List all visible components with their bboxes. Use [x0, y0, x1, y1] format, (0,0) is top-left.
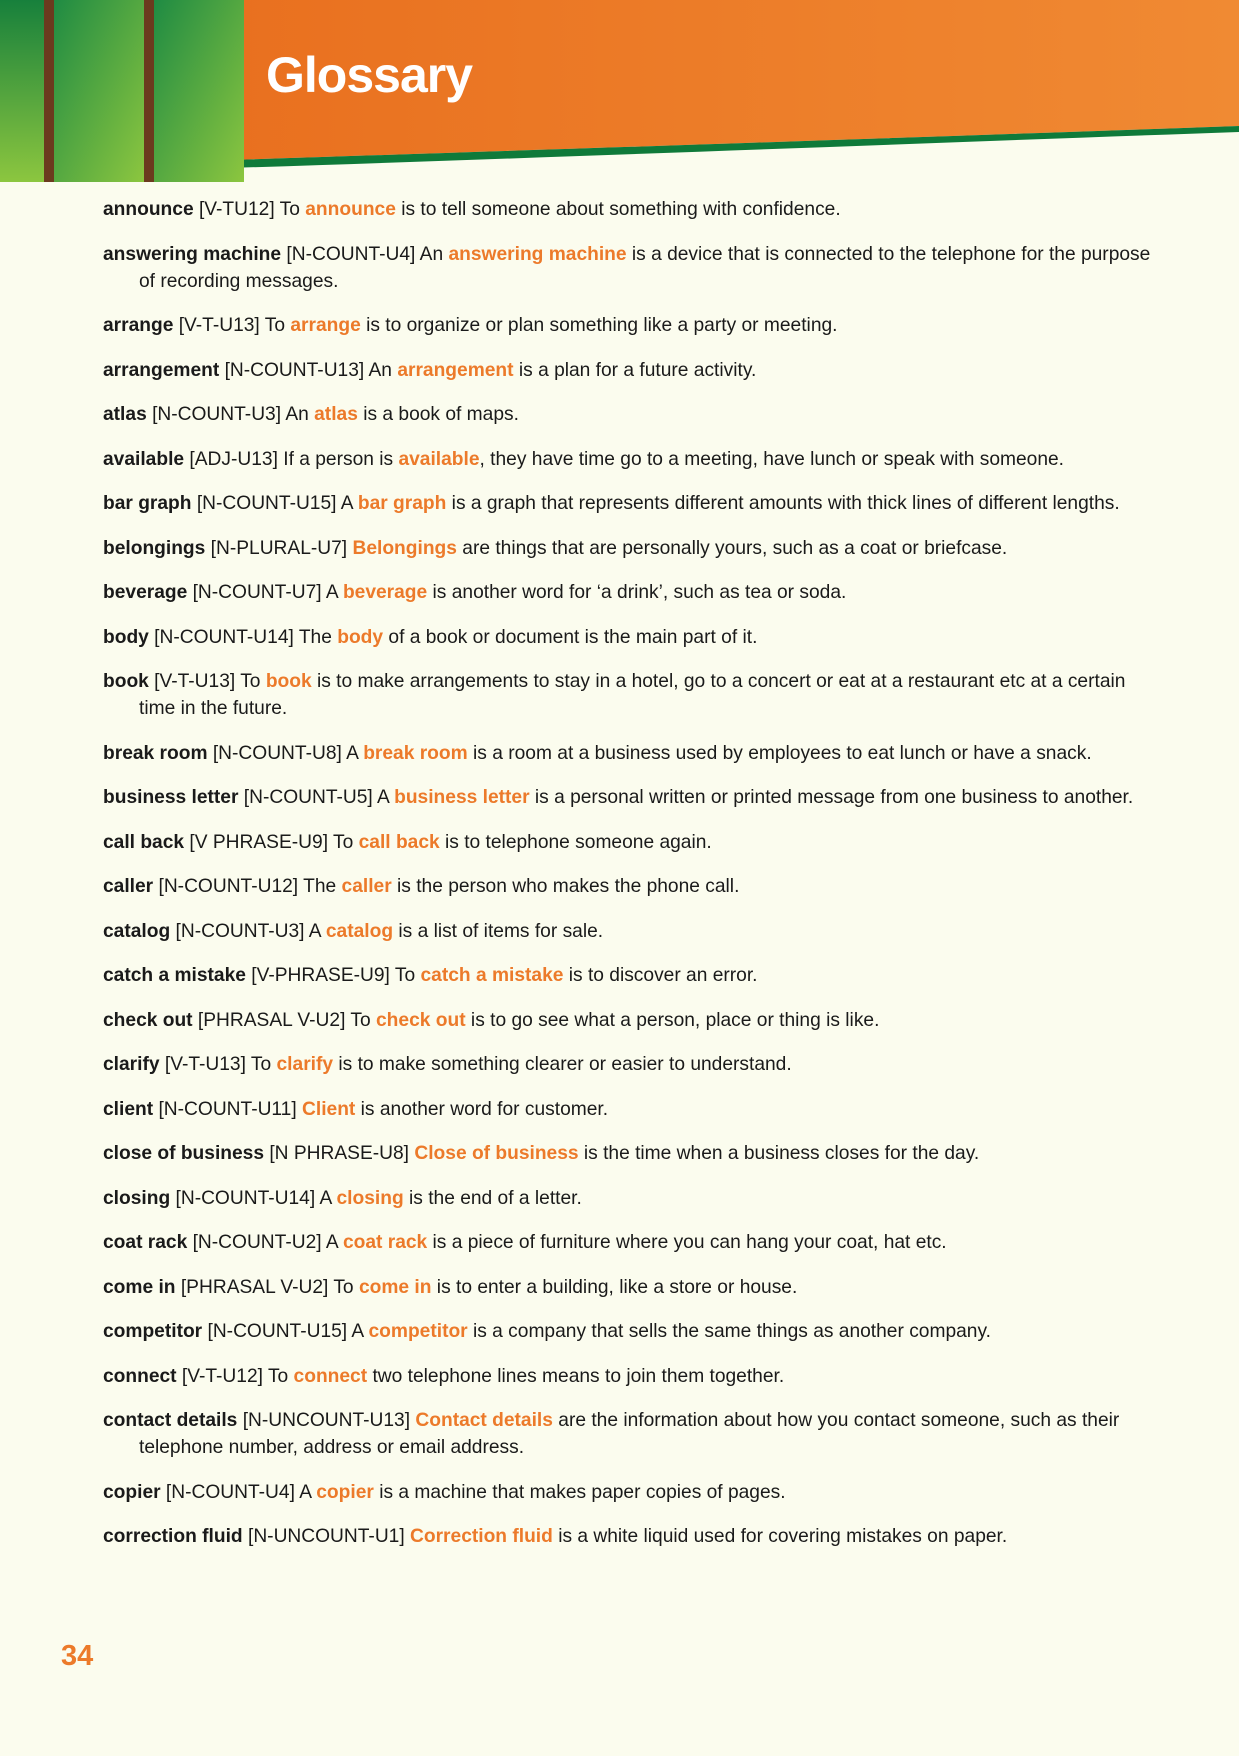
glossary-entry	[103, 1274, 1153, 1301]
entry-term: arrange	[103, 315, 174, 336]
glossary-entry	[103, 312, 1153, 339]
entry-part-of-speech: [N-COUNT-U5]	[238, 787, 378, 808]
glossary-entry	[103, 668, 1153, 722]
entry-highlight: check out	[376, 1009, 466, 1031]
entry-definition-lead: To	[279, 199, 306, 220]
entry-part-of-speech: [N-UNCOUNT-U1]	[242, 1526, 411, 1547]
entry-definition: are things that are personally yours, such as a coat or briefcase.	[456, 537, 1008, 559]
entry-highlight: clarify	[276, 1054, 334, 1075]
entry-part-of-speech: [V-TU12]	[193, 199, 280, 220]
entry-highlight: Client	[302, 1098, 356, 1120]
glossary-entry	[103, 873, 1153, 900]
entry-term: clarify	[103, 1054, 160, 1075]
entry-term: call back	[103, 831, 185, 853]
glossary-entry	[103, 1479, 1153, 1506]
entry-definition: is a personal written or printed message from one business to another.	[529, 787, 1134, 808]
glossary-entry	[103, 624, 1153, 651]
entry-definition: is a company that sells the same things as another company.	[467, 1321, 991, 1342]
glossary-entry	[103, 1318, 1153, 1345]
entry-highlight: competitor	[368, 1321, 468, 1342]
entry-term: copier	[103, 1481, 161, 1503]
entry-definition-lead: An	[285, 404, 315, 425]
entry-definition: is another word for ‘a drink’, such as tea or soda.	[427, 582, 847, 603]
entry-definition: is another word for customer.	[355, 1098, 609, 1120]
entry-definition-lead: A	[325, 1232, 343, 1253]
entry-definition: is to organize or plan something like a party or meeting.	[360, 315, 838, 336]
entry-definition: is to make arrangements to stay in a hotel, go to a concert or eat at a restaurant etc at a certain time in the future.	[139, 671, 1126, 719]
entry-term: coat rack	[103, 1232, 188, 1253]
entry-highlight: arrange	[290, 315, 361, 336]
entry-part-of-speech: [ADJ-U13]	[184, 448, 284, 470]
entry-definition-lead: A	[377, 787, 395, 808]
entry-definition-lead: A	[340, 493, 358, 514]
entry-highlight: body	[337, 626, 384, 648]
glossary-entry	[103, 401, 1153, 428]
entry-highlight: available	[398, 448, 480, 470]
glossary-entry	[103, 1096, 1153, 1123]
entry-part-of-speech: [V-T-U13]	[148, 671, 241, 692]
entry-highlight: atlas	[314, 404, 358, 425]
glossary-entry	[103, 1140, 1153, 1167]
entry-definition-lead: To	[240, 671, 266, 692]
entry-part-of-speech: [N-COUNT-U12]	[153, 876, 304, 897]
glossary-entry	[103, 1407, 1153, 1461]
glossary-entry	[103, 1523, 1153, 1550]
entry-part-of-speech: [N-COUNT-U4]	[160, 1481, 300, 1503]
entry-definition-lead: To	[250, 1054, 277, 1075]
entry-term: beverage	[103, 582, 188, 603]
glossary-entry	[103, 535, 1153, 562]
entry-definition: is to telephone someone again.	[439, 831, 712, 853]
entry-part-of-speech: [N-COUNT-U3]	[146, 404, 286, 425]
glossary-entry	[103, 1051, 1153, 1078]
entry-term: body	[103, 626, 149, 648]
entry-definition-lead: A	[299, 1481, 317, 1503]
glossary-entry	[103, 1007, 1153, 1034]
entry-term: catch a mistake	[103, 965, 246, 986]
entry-part-of-speech: [N-UNCOUNT-U13]	[237, 1410, 416, 1431]
entry-highlight: business letter	[394, 787, 530, 808]
entry-definition: is to make something clearer or easier to understand.	[333, 1054, 792, 1075]
entry-definition: is a piece of furniture where you can hang your coat, hat etc.	[427, 1232, 947, 1253]
entry-highlight: announce	[305, 199, 396, 220]
entry-part-of-speech: [N-COUNT-U8]	[207, 742, 347, 764]
entry-part-of-speech: [N-COUNT-U7]	[187, 582, 326, 603]
entry-definition-lead: The	[303, 876, 342, 897]
entry-highlight: beverage	[342, 582, 428, 603]
entry-definition-lead: An	[419, 243, 449, 265]
entry-definition-lead: To	[267, 1365, 294, 1387]
entry-definition: is to enter a building, like a store or house.	[431, 1276, 798, 1298]
entry-part-of-speech: [N-COUNT-U14]	[148, 626, 299, 648]
entry-definition: is the end of a letter.	[403, 1187, 582, 1209]
entry-part-of-speech: [PHRASAL V-U2]	[192, 1009, 351, 1031]
glossary-entry	[103, 579, 1153, 606]
glossary-entry	[103, 918, 1153, 945]
entry-term: close of business	[103, 1143, 265, 1164]
entry-part-of-speech: [V-T-U13]	[173, 315, 265, 336]
entry-highlight: catalog	[325, 920, 394, 942]
entry-part-of-speech: [V-T-U13]	[159, 1054, 251, 1075]
entry-definition: is a list of items for sale.	[393, 920, 604, 942]
entry-highlight: Close of business	[414, 1143, 579, 1164]
entry-highlight: Contact details	[415, 1410, 553, 1431]
entry-highlight: coat rack	[342, 1232, 428, 1253]
entry-highlight: break room	[363, 742, 468, 764]
entry-definition-lead: If a person is	[283, 448, 399, 470]
entry-part-of-speech: [N-PLURAL-U7]	[205, 537, 353, 559]
entry-term: come in	[103, 1276, 176, 1298]
entry-part-of-speech: [N-COUNT-U13]	[219, 359, 369, 381]
entry-highlight: come in	[358, 1276, 432, 1298]
entry-definition-lead: To	[350, 1009, 377, 1031]
entry-highlight: bar graph	[357, 493, 447, 514]
entry-highlight: answering machine	[448, 243, 627, 265]
entry-definition-lead: To	[333, 1276, 359, 1298]
entry-part-of-speech: [N-COUNT-U15]	[202, 1321, 352, 1342]
entry-definition-lead: A	[346, 742, 364, 764]
entry-highlight: call back	[358, 831, 440, 853]
entry-term: client	[103, 1098, 154, 1120]
entry-definition-lead: A	[308, 920, 326, 942]
entry-part-of-speech: [V-T-U12]	[176, 1365, 268, 1387]
entry-definition: is a machine that makes paper copies of pages.	[373, 1481, 786, 1503]
entry-part-of-speech: [N-COUNT-U11]	[153, 1098, 303, 1120]
glossary-entry	[103, 740, 1153, 767]
header-banner	[0, 0, 1239, 182]
entry-term: announce	[103, 199, 194, 220]
glossary-entry	[103, 241, 1153, 295]
glossary-list	[103, 196, 1153, 1568]
entry-highlight: closing	[336, 1187, 404, 1209]
entry-definition: of a book or document is the main part of it.	[383, 626, 758, 648]
entry-term: contact details	[103, 1410, 238, 1431]
entry-term: catalog	[103, 920, 171, 942]
entry-definition: , they have time go to a meeting, have lunch or speak with someone.	[479, 448, 1065, 470]
entry-part-of-speech: [N-COUNT-U14]	[170, 1187, 320, 1209]
entry-definition: two telephone lines means to join them together.	[367, 1365, 785, 1387]
entry-part-of-speech: [N PHRASE-U8]	[264, 1143, 415, 1164]
entry-definition-lead: A	[319, 1187, 337, 1209]
glossary-entry	[103, 784, 1153, 811]
glossary-entry	[103, 962, 1153, 989]
entry-part-of-speech: [V PHRASE-U9]	[184, 831, 334, 853]
glossary-entry	[103, 1363, 1153, 1390]
entry-definition: are the information about how you contact someone, such as their telephone number, address or email address.	[139, 1410, 1120, 1458]
entry-highlight: connect	[293, 1365, 368, 1387]
entry-term: bar graph	[103, 493, 192, 514]
entry-term: business letter	[103, 787, 239, 808]
entry-definition-lead: The	[298, 626, 338, 648]
entry-definition: is a graph that represents different amounts with thick lines of different lengths.	[446, 493, 1120, 514]
entry-definition: is a book of maps.	[357, 404, 519, 425]
entry-definition: is to tell someone about something with confidence.	[395, 199, 841, 220]
entry-term: arrangement	[103, 359, 220, 381]
entry-term: competitor	[103, 1321, 203, 1342]
entry-definition: is a white liquid used for covering mistakes on paper.	[552, 1526, 1008, 1547]
page-title: Glossary	[266, 47, 473, 103]
entry-part-of-speech: [PHRASAL V-U2]	[175, 1276, 334, 1298]
entry-part-of-speech: [N-COUNT-U4]	[281, 243, 420, 265]
entry-term: check out	[103, 1009, 193, 1031]
entry-highlight: catch a mistake	[420, 965, 564, 986]
glossary-entry	[103, 1185, 1153, 1212]
glossary-entry	[103, 829, 1153, 856]
entry-part-of-speech: [N-COUNT-U15]	[191, 493, 341, 514]
glossary-entry	[103, 357, 1153, 384]
entry-definition: is the person who makes the phone call.	[391, 876, 740, 897]
entry-definition: is a plan for a future activity.	[513, 359, 757, 381]
entry-definition-lead: To	[333, 831, 359, 853]
entry-term: break room	[103, 742, 208, 764]
entry-term: answering machine	[103, 243, 282, 265]
entry-term: correction fluid	[103, 1526, 243, 1547]
entry-term: caller	[103, 876, 154, 897]
entry-definition-lead: An	[368, 359, 398, 381]
entry-definition: is a room at a business used by employees to eat lunch or have a snack.	[467, 742, 1092, 764]
entry-term: closing	[103, 1187, 171, 1209]
entry-definition-lead: To	[394, 965, 421, 986]
entry-part-of-speech: [N-COUNT-U3]	[170, 920, 309, 942]
entry-definition: is the time when a business closes for the day.	[578, 1143, 980, 1164]
entry-term: available	[103, 448, 185, 470]
entry-part-of-speech: [V-PHRASE-U9]	[245, 965, 395, 986]
entry-highlight: Belongings	[352, 537, 457, 559]
entry-definition-lead: To	[264, 315, 291, 336]
entry-highlight: arrangement	[397, 359, 514, 381]
entry-definition: is to go see what a person, place or thing is like.	[465, 1009, 880, 1031]
entry-definition-lead: A	[325, 582, 343, 603]
glossary-entry	[103, 446, 1153, 473]
glossary-entry	[103, 196, 1153, 223]
entry-term: belongings	[103, 537, 206, 559]
page-number: 34	[61, 1640, 94, 1672]
entry-term: book	[103, 671, 149, 692]
glossary-entry	[103, 1229, 1153, 1256]
entry-definition-lead: A	[351, 1321, 369, 1342]
entry-term: atlas	[103, 404, 147, 425]
entry-definition: is to discover an error.	[563, 965, 758, 986]
header-graphic	[0, 0, 1239, 182]
entry-highlight: Correction fluid	[410, 1526, 553, 1547]
glossary-entry	[103, 490, 1153, 517]
entry-part-of-speech: [N-COUNT-U2]	[187, 1232, 326, 1253]
entry-highlight: book	[265, 671, 312, 692]
entry-term: connect	[103, 1365, 177, 1387]
entry-definition: is a device that is connected to the telephone for the purpose of recording messages.	[139, 243, 1151, 292]
entry-highlight: copier	[316, 1481, 374, 1503]
entry-highlight: caller	[341, 876, 392, 897]
